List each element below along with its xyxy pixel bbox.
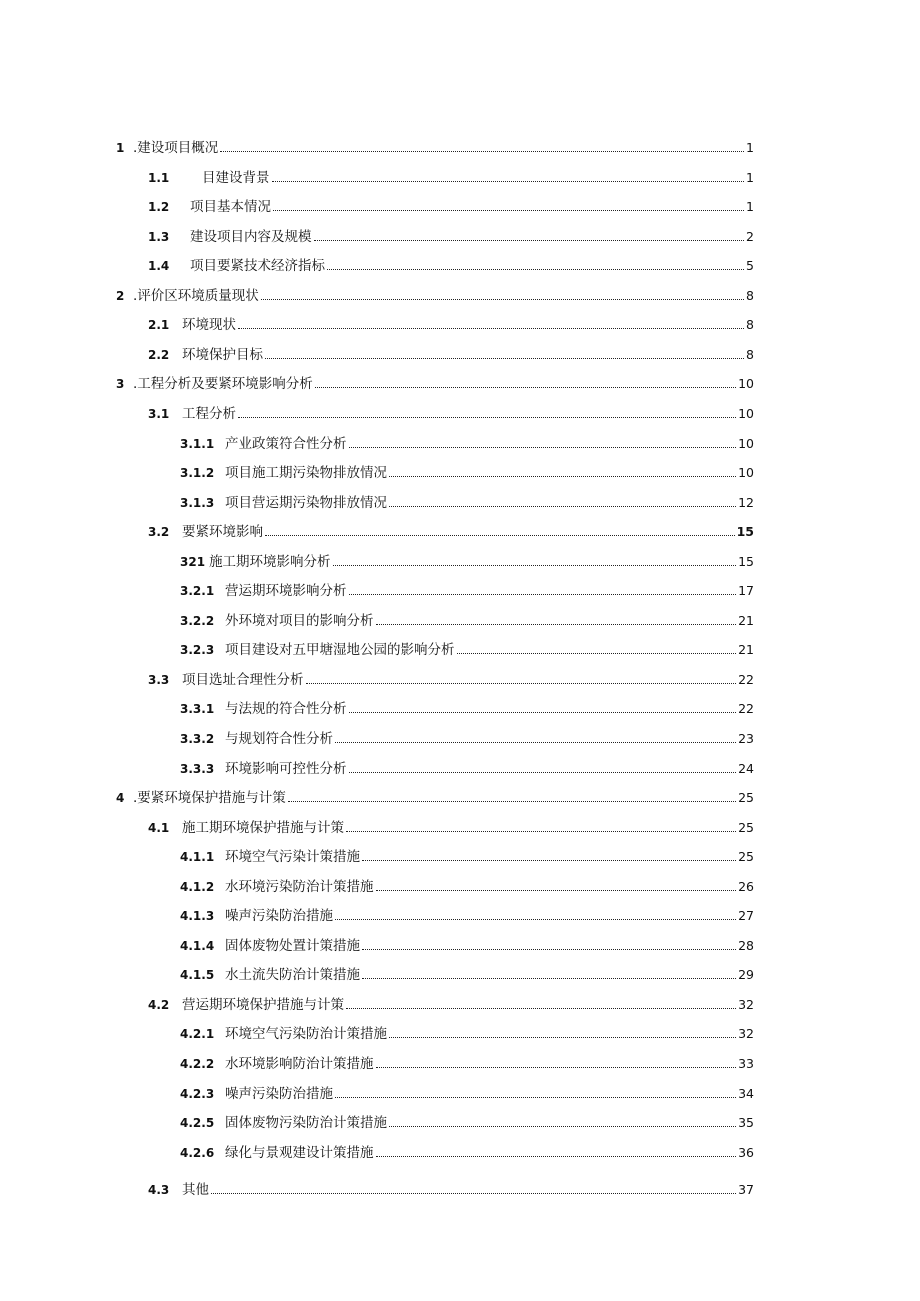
toc-entry[interactable] xyxy=(148,341,754,363)
toc-entry-title: 建设项目内容及规模 xyxy=(190,229,312,245)
toc-entry-title: 噪声污染防治措施 xyxy=(225,908,333,924)
toc-dot-leader xyxy=(211,1193,736,1194)
toc-entry-number: 3.2.1 xyxy=(180,584,215,598)
toc-dot-leader xyxy=(389,1037,736,1038)
toc-entry[interactable] xyxy=(180,430,754,452)
toc-dot-leader xyxy=(272,181,745,182)
toc-dot-leader xyxy=(457,653,737,654)
toc-entry-page: 27 xyxy=(738,908,754,923)
toc-dot-leader xyxy=(333,565,737,566)
toc-entry[interactable] xyxy=(148,518,754,540)
toc-dot-leader xyxy=(220,151,744,152)
toc-entry-page: 24 xyxy=(738,761,754,776)
toc-entry-title: 噪声污染防治措施 xyxy=(225,1086,333,1102)
toc-entry-title: 绿化与景观建设计策措施 xyxy=(225,1145,374,1161)
toc-dot-leader xyxy=(389,1126,736,1127)
toc-entry[interactable] xyxy=(180,548,754,570)
toc-entry-page: 12 xyxy=(738,495,754,510)
toc-dot-leader xyxy=(335,919,736,920)
toc-entry[interactable] xyxy=(148,311,754,333)
toc-entry[interactable] xyxy=(180,1050,754,1072)
toc-entry-number: 4.1.1 xyxy=(180,850,215,864)
toc-entry[interactable] xyxy=(180,961,754,983)
toc-entry-number: 4.1.4 xyxy=(180,939,215,953)
toc-entry-page: 28 xyxy=(738,938,754,953)
toc-entry-page: 26 xyxy=(738,879,754,894)
toc-entry-number: 3.2.3 xyxy=(180,643,215,657)
toc-dot-leader xyxy=(265,535,735,536)
toc-entry[interactable] xyxy=(180,1020,754,1042)
toc-dot-leader xyxy=(288,801,736,802)
toc-entry-number: 1.2 xyxy=(148,200,170,214)
toc-dot-leader xyxy=(273,210,744,211)
toc-entry-title: 环境影响可控性分析 xyxy=(225,761,347,777)
toc-dot-leader xyxy=(335,1097,736,1098)
toc-entry[interactable] xyxy=(180,1109,754,1131)
toc-entry-title: 项目要紧技术经济指标 xyxy=(190,258,325,274)
toc-entry-number: 3.1.3 xyxy=(180,496,215,510)
toc-entry-page: 1 xyxy=(746,170,754,185)
toc-entry-title: 项目选址合理性分析 xyxy=(182,672,304,688)
toc-entry-title: 项目基本情况 xyxy=(190,199,271,215)
toc-entry-number: 4.2 xyxy=(148,998,170,1012)
toc-entry-number: 3.1.1 xyxy=(180,437,215,451)
toc-dot-leader xyxy=(315,387,736,388)
toc-entry-page: 22 xyxy=(738,701,754,716)
toc-entry-number: 2.2 xyxy=(148,348,170,362)
toc-dot-leader xyxy=(389,476,736,477)
toc-entry-title: 产业政策符合性分析 xyxy=(225,436,347,452)
toc-entry-page: 10 xyxy=(738,436,754,451)
toc-entry-page: 15 xyxy=(738,554,754,569)
toc-dot-leader xyxy=(238,417,736,418)
toc-entry-number: 4.2.2 xyxy=(180,1057,215,1071)
toc-entry[interactable] xyxy=(180,1139,754,1161)
toc-dot-leader xyxy=(306,683,737,684)
toc-entry-title: 项目营运期污染物排放情况 xyxy=(225,495,387,511)
toc-entry-page: 32 xyxy=(738,997,754,1012)
toc-entry[interactable] xyxy=(116,370,754,392)
toc-entry-page: 25 xyxy=(738,790,754,805)
toc-entry-title: 水土流失防治计策措施 xyxy=(225,967,360,983)
toc-entry-title: 固体废物污染防治计策措施 xyxy=(225,1115,387,1131)
toc-entry[interactable] xyxy=(148,252,754,274)
toc-entry[interactable] xyxy=(148,991,754,1013)
toc-entry-number: 3.1 xyxy=(148,407,170,421)
toc-entry[interactable] xyxy=(148,193,754,215)
toc-entry-page: 10 xyxy=(738,465,754,480)
toc-dot-leader xyxy=(362,949,736,950)
toc-entry-page: 8 xyxy=(746,317,754,332)
toc-entry[interactable] xyxy=(180,725,754,747)
toc-entry-title: 项目施工期污染物排放情况 xyxy=(225,465,387,481)
toc-entry-title: 水环境影响防治计策措施 xyxy=(225,1056,374,1072)
toc-entry-number: 4.1.2 xyxy=(180,880,215,894)
toc-entry[interactable] xyxy=(180,755,754,777)
toc-entry-page: 35 xyxy=(738,1115,754,1130)
toc-dot-leader xyxy=(362,978,736,979)
toc-entry-number: 1.3 xyxy=(148,230,170,244)
toc-entry-title: 固体废物处置计策措施 xyxy=(225,938,360,954)
toc-entry-title: 工程分析 xyxy=(182,406,236,422)
toc-entry-number: 4.1.3 xyxy=(180,909,215,923)
toc-entry-page: 33 xyxy=(738,1056,754,1071)
toc-entry-page: 5 xyxy=(746,258,754,273)
toc-entry-title: 施工期环境影响分析 xyxy=(209,554,331,570)
toc-dot-leader xyxy=(265,358,744,359)
toc-entry-title: 项目建设对五甲塘湿地公园的影响分析 xyxy=(225,642,455,658)
toc-entry-page: 17 xyxy=(738,583,754,598)
toc-entry-title: 水环境污染防治计策措施 xyxy=(225,879,374,895)
toc-dot-leader xyxy=(346,1008,736,1009)
toc-entry[interactable] xyxy=(116,784,754,806)
toc-entry-number: 4.2.1 xyxy=(180,1027,215,1041)
toc-entry-number: 3.3.2 xyxy=(180,732,215,746)
toc-entry-title: 环境现状 xyxy=(182,317,236,333)
toc-entry[interactable] xyxy=(180,695,754,717)
toc-dot-leader xyxy=(376,1156,737,1157)
toc-entry[interactable] xyxy=(148,400,754,422)
toc-entry-title: 营运期环境保护措施与计策 xyxy=(182,997,344,1013)
toc-entry-number: 3 xyxy=(116,377,125,391)
toc-dot-leader xyxy=(389,506,736,507)
toc-entry-number: 4.2.3 xyxy=(180,1087,215,1101)
toc-dot-leader xyxy=(349,712,737,713)
toc-entry[interactable] xyxy=(148,223,754,245)
toc-entry-number: 4.1 xyxy=(148,821,170,835)
toc-entry[interactable] xyxy=(116,282,754,304)
toc-dot-leader xyxy=(314,240,745,241)
toc-entry-page: 1 xyxy=(746,199,754,214)
toc-entry-page: 2 xyxy=(746,229,754,244)
toc-entry-number: 4 xyxy=(116,791,125,805)
toc-entry-title: 施工期环境保护措施与计策 xyxy=(182,820,344,836)
toc-entry-title: .评价区环境质量现状 xyxy=(133,288,259,304)
toc-entry-number: 4.1.5 xyxy=(180,968,215,982)
toc-entry[interactable] xyxy=(180,902,754,924)
toc-entry-title: .工程分析及要紧环境影响分析 xyxy=(133,376,313,392)
toc-entry-title: 环境空气污染防治计策措施 xyxy=(225,1026,387,1042)
toc-entry[interactable] xyxy=(180,607,754,629)
toc-entry-title: 其他 xyxy=(182,1182,209,1198)
toc-entry-page: 25 xyxy=(738,820,754,835)
toc-entry[interactable] xyxy=(180,636,754,658)
toc-entry-page: 25 xyxy=(738,849,754,864)
toc-entry-number: 1.4 xyxy=(148,259,170,273)
toc-entry-page: 32 xyxy=(738,1026,754,1041)
toc-entry[interactable] xyxy=(180,1080,754,1102)
toc-entry[interactable] xyxy=(116,134,754,156)
toc-dot-leader xyxy=(238,328,744,329)
toc-entry-title: 要紧环境影响 xyxy=(182,524,263,540)
toc-dot-leader xyxy=(349,594,737,595)
toc-dot-leader xyxy=(349,447,737,448)
toc-entry-page: 34 xyxy=(738,1086,754,1101)
toc-entry[interactable] xyxy=(180,932,754,954)
toc-entry-title: 外环境对项目的影响分析 xyxy=(225,613,374,629)
toc-entry[interactable] xyxy=(148,814,754,836)
toc-entry[interactable] xyxy=(180,489,754,511)
toc-entry-number: 2.1 xyxy=(148,318,170,332)
toc-entry-page: 8 xyxy=(746,347,754,362)
toc-dot-leader xyxy=(335,742,736,743)
toc-entry-number: 3.3.1 xyxy=(180,702,215,716)
toc-entry-number: 3.2 xyxy=(148,525,170,539)
toc-dot-leader xyxy=(376,624,737,625)
toc-entry-title: 目建设背景 xyxy=(202,170,270,186)
toc-entry-title: 与规划符合性分析 xyxy=(225,731,333,747)
toc-entry-title: .要紧环境保护措施与计策 xyxy=(133,790,286,806)
toc-entry-page: 10 xyxy=(738,406,754,421)
toc-entry-page: 15 xyxy=(736,524,754,539)
toc-entry-page: 37 xyxy=(738,1182,754,1197)
toc-entry-page: 10 xyxy=(738,376,754,391)
toc-dot-leader xyxy=(376,1067,737,1068)
toc-entry-title: 营运期环境影响分析 xyxy=(225,583,347,599)
toc-dot-leader xyxy=(261,299,744,300)
toc-entry-number: 3.1.2 xyxy=(180,466,215,480)
toc-entry-page: 1 xyxy=(746,140,754,155)
toc-entry-page: 22 xyxy=(738,672,754,687)
toc-entry[interactable] xyxy=(180,873,754,895)
toc-entry-number: 2 xyxy=(116,289,125,303)
toc-entry[interactable] xyxy=(180,843,754,865)
toc-entry-number: 3.3.3 xyxy=(180,762,215,776)
toc-entry-page: 29 xyxy=(738,967,754,982)
toc-entry-title: .建设项目概况 xyxy=(133,140,219,156)
toc-entry-number: 1.1 xyxy=(148,171,170,185)
toc-dot-leader xyxy=(349,772,737,773)
toc-entry-number: 4.2.6 xyxy=(180,1146,215,1160)
toc-entry-number: 3.3 xyxy=(148,673,170,687)
toc-entry[interactable] xyxy=(148,666,754,688)
toc-entry-page: 8 xyxy=(746,288,754,303)
toc-entry[interactable] xyxy=(148,1176,754,1198)
toc-entry[interactable] xyxy=(180,459,754,481)
toc-entry-page: 21 xyxy=(738,613,754,628)
toc-dot-leader xyxy=(346,831,736,832)
toc-entry-number: 3.2.2 xyxy=(180,614,215,628)
toc-entry-number: 321 xyxy=(180,555,206,569)
toc-entry-page: 36 xyxy=(738,1145,754,1160)
toc-entry[interactable] xyxy=(148,164,754,186)
toc-entry-title: 与法规的符合性分析 xyxy=(225,701,347,717)
toc-entry-title: 环境空气污染计策措施 xyxy=(225,849,360,865)
toc-entry-title: 环境保护目标 xyxy=(182,347,263,363)
toc-entry-number: 4.2.5 xyxy=(180,1116,215,1130)
toc-dot-leader xyxy=(327,269,744,270)
toc-entry-number: 1 xyxy=(116,141,125,155)
toc-entry-page: 21 xyxy=(738,642,754,657)
toc-entry[interactable] xyxy=(180,577,754,599)
toc-dot-leader xyxy=(376,890,737,891)
toc-entry-number: 4.3 xyxy=(148,1183,170,1197)
toc-entry-page: 23 xyxy=(738,731,754,746)
toc-dot-leader xyxy=(362,860,736,861)
